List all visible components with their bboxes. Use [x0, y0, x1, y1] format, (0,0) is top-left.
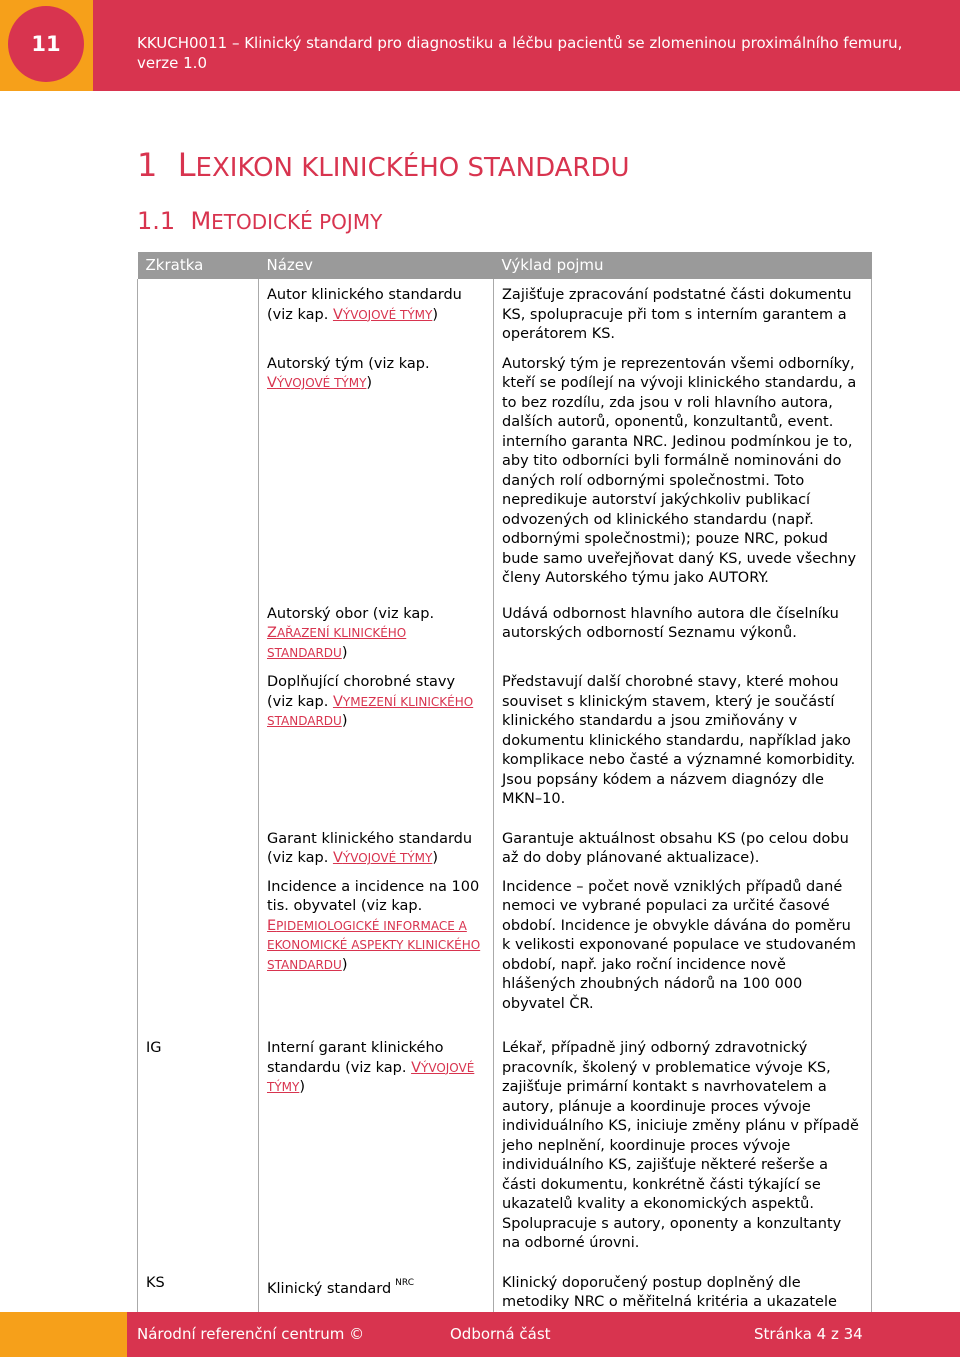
term-cell — [259, 825, 494, 873]
term-cell — [259, 668, 494, 825]
reference-text: ÝVOJOVÉ TÝMY — [342, 851, 433, 865]
abbr-cell: KS — [138, 1264, 259, 1339]
glossary-table — [137, 252, 872, 1339]
term-name: Doplňující chorobné stavy (viz kap. — [267, 674, 456, 710]
reference-initial: V — [332, 306, 343, 323]
page-header — [0, 0, 960, 91]
term-name: Klinický standard — [267, 1280, 392, 1297]
abbr-cell: IG — [138, 1034, 259, 1264]
document-title: KKUCH0011 – Klinický standard pro diagnostiku a léčbu pacientů se zlomeninou proximálního femuru, verze 1.0 — [137, 34, 903, 72]
section-reference-link[interactable] — [333, 308, 432, 322]
reference-suffix: ) — [341, 644, 348, 661]
column-header-name: Název — [259, 252, 494, 279]
abbr-cell — [138, 350, 259, 599]
subsection-title-rest: ETODICKÉ POJMY — [211, 210, 383, 234]
term-name: Autorský obor (viz kap. — [267, 605, 435, 622]
table-row — [138, 873, 872, 1035]
column-header-abbr: Zkratka — [138, 252, 259, 279]
term-name: Autor klinického standardu (viz kap. — [267, 287, 462, 323]
section-title-rest: EXIKON KLINICKÉHO STANDARDU — [195, 153, 630, 183]
reference-suffix: ) — [299, 1079, 306, 1095]
subsection-number: 1.1 — [137, 207, 176, 235]
description-cell: Autorský tým je reprezentován všemi odborníky, kteří se podílejí na vývoji klinického standardu, a to bez rozdílu, zda jsou v roli hlavního autora, dalších autorů, oponentů, konzultantů, event. interního garanta NRC. Jedinou podmínkou je to, aby tito odborníci byli formálně nominováni do daných rolí odbornými společnostmi. Toto nepredikuje autorství jakýchkoliv publikací odvozených od klinického standardu (např. odbornými společnostmi); pouze NRC, pokud bude samo uveřejňovat daný KS, uvede všechny členy Autorského týmu jako AUTORY. — [494, 350, 872, 599]
reference-text: ÝVOJOVÉ TÝMY — [276, 376, 367, 390]
column-header-description: Výklad pojmu — [494, 252, 872, 279]
reference-text: ÝVOJOVÉ TÝMY — [342, 307, 433, 322]
reference-text: AŘAZENÍ KLINICKÉHO STANDARDU — [267, 626, 407, 660]
reference-initial: Z — [267, 625, 277, 641]
footer-page-count: Stránka 4 z 34 — [754, 1325, 863, 1343]
subsection-heading — [137, 207, 382, 235]
term-name: Interní garant klinického standardu (viz kap. — [267, 1040, 444, 1076]
reference-text: YMEZENÍ KLINICKÉHO STANDARDU — [267, 694, 474, 728]
page-footer — [0, 1312, 960, 1357]
section-title-initial: L — [177, 146, 196, 184]
reference-initial: V — [411, 1059, 421, 1076]
reference-suffix: ) — [432, 850, 439, 866]
reference-suffix: ) — [432, 306, 439, 323]
section-reference-link[interactable] — [267, 376, 366, 390]
reference-initial: V — [267, 375, 277, 391]
term-cell — [259, 599, 494, 669]
section-reference-link[interactable] — [267, 919, 480, 972]
footer-copyright: Národní referenční centrum © — [137, 1325, 365, 1343]
reference-text: PIDEMIOLOGICKÉ INFORMACE A EKONOMICKÉ ASPEKTY KLINICKÉHO STANDARDU — [267, 918, 481, 972]
superscript-label: NRC — [395, 1277, 414, 1288]
table-row — [138, 279, 872, 350]
reference-initial: V — [332, 693, 343, 710]
description-cell: Udává odbornost hlavního autora dle číselníku autorských odborností Seznamu výkonů. — [494, 599, 872, 669]
footer-section: Odborná část — [450, 1325, 551, 1343]
section-reference-link[interactable] — [333, 851, 432, 865]
term-name: Garant klinického standardu (viz kap. — [267, 830, 473, 866]
reference-suffix: ) — [366, 375, 373, 391]
section-number: 1 — [137, 146, 158, 184]
term-cell — [259, 350, 494, 599]
section-heading — [137, 146, 630, 184]
abbr-cell — [138, 599, 259, 669]
table-row — [138, 599, 872, 669]
reference-initial: E — [267, 917, 277, 934]
page-number-badge: 11 — [8, 6, 84, 82]
description-cell: Garantuje aktuálnost obsahu KS (po celou dobu až do doby plánované aktualizace). — [494, 825, 872, 873]
abbr-cell — [138, 668, 259, 825]
term-cell — [259, 279, 494, 350]
reference-suffix: ) — [341, 956, 348, 973]
term-name: Incidence a incidence na 100 tis. obyvatel (viz kap. — [267, 878, 480, 914]
description-cell: Představují další chorobné stavy, které mohou souviset s klinickým stavem, který je součástí klinického standardu a jsou zmiňovány v dokumentu klinického standardu, například jako komplikace nebo časté a významné komorbidity. Jsou popsány kódem a názvem diagnózy dle MKN–10. — [494, 668, 872, 825]
table-row — [138, 1034, 872, 1264]
reference-text: ÝVOJOVÉ TÝMY — [267, 1060, 475, 1094]
description-cell: Zajišťuje zpracování podstatné části dokumentu KS, spolupracuje při tom s interním garantem a operátorem KS. — [494, 279, 872, 350]
description-cell: Lékař, případně jiný odborný zdravotnický pracovník, školený v problematice vývoje KS, zajišťuje primární kontakt s navrhovatelem a autory, plánuje a koordinuje proces vývoje individuálního KS, iniciuje změny plánu v případě jeho neplnění, koordinuje proces vývoje individuálního KS, zajišťuje některé rešerše a části dokumentu, konkrétně části týkající se ukazatelů kvality a ekonomických aspektů. Spolupracuje s autory, oponenty a konzultanty na odborné úrovni. — [494, 1034, 872, 1264]
term-name: Autorský tým (viz kap. — [267, 355, 430, 372]
abbr-cell — [138, 279, 259, 350]
term-cell — [259, 1034, 494, 1264]
description-cell: Klinický doporučený postup doplněný dle metodiky NRC o měřitelná kritéria a ukazatele — [494, 1264, 872, 1339]
section-reference-link[interactable] — [267, 626, 406, 660]
table-row — [138, 350, 872, 599]
abbr-cell — [138, 873, 259, 1035]
reference-initial: V — [332, 850, 343, 866]
table-row — [138, 825, 872, 873]
table-header-row — [138, 252, 872, 279]
description-cell: Incidence – počet nově vzniklých případů dané nemoci ve vybrané populaci za určité časové období. Incidence je obvykle dávána do poměru k velikosti exponované populace ve studovaném období, např. jako roční incidence nově hlášených zhoubných nádorů na 100 000 obyvatel ČR. — [494, 873, 872, 1035]
reference-suffix: ) — [341, 713, 348, 729]
subsection-title-initial: M — [190, 207, 212, 235]
term-cell — [259, 873, 494, 1035]
table-row — [138, 668, 872, 825]
footer-accent — [0, 1312, 127, 1357]
abbr-cell — [138, 825, 259, 873]
